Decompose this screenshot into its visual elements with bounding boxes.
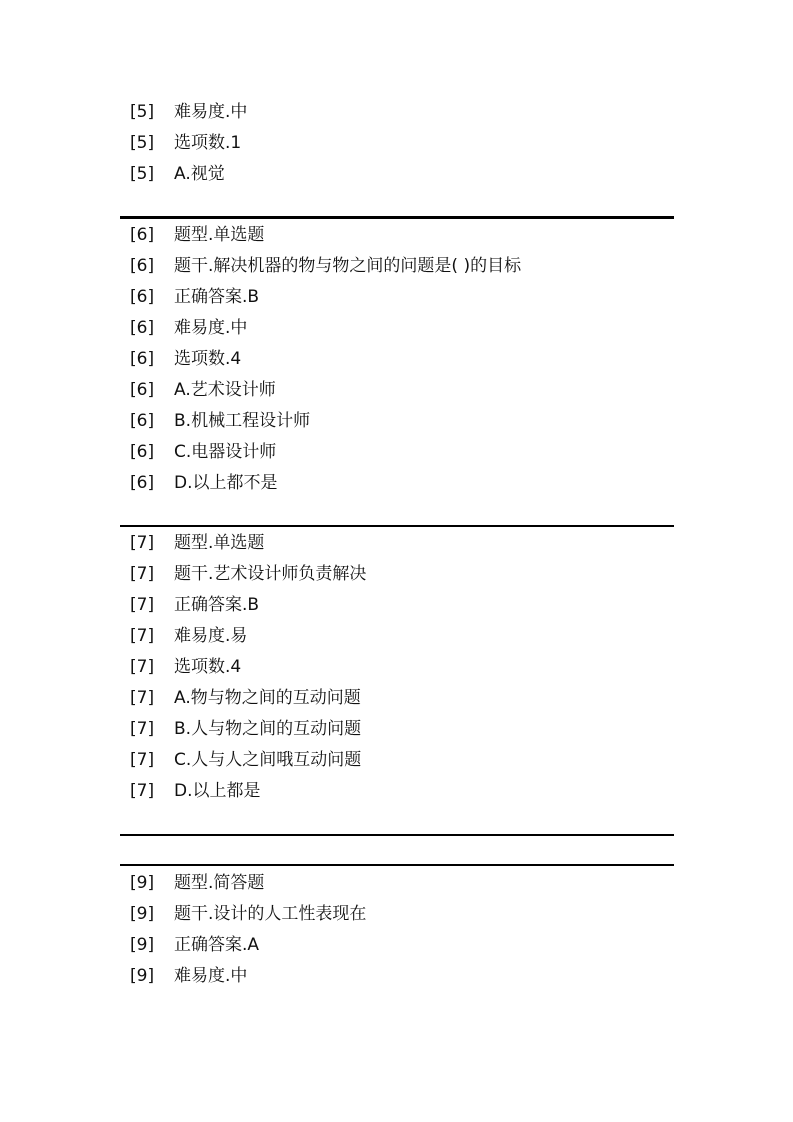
separator-line	[120, 216, 674, 219]
question-number: [6]	[130, 287, 155, 307]
question-row	[120, 220, 674, 251]
question-number: [5]	[130, 133, 155, 153]
question-field: 难易度.中	[174, 102, 248, 122]
question-number: [5]	[130, 102, 155, 122]
separator-line	[120, 525, 674, 527]
question-field: C.人与人之间哦互动问题	[174, 750, 362, 770]
question-field: 题型.单选题	[174, 225, 265, 245]
question-field: A.物与物之间的互动问题	[174, 688, 361, 708]
question-field: B.机械工程设计师	[174, 411, 311, 431]
question-field: 选项数.4	[174, 657, 242, 677]
question-row	[120, 899, 674, 930]
question-field: 正确答案.B	[174, 595, 260, 615]
question-field: 选项数.4	[174, 349, 242, 369]
question-number: [7]	[130, 719, 155, 739]
question-number: [7]	[130, 781, 155, 801]
question-row	[120, 683, 674, 714]
separator-line	[120, 834, 674, 836]
question-row	[120, 468, 674, 499]
question-field: 题干.解决机器的物与物之间的问题是( )的目标	[174, 256, 522, 276]
question-number: [7]	[130, 657, 155, 677]
question-number: [6]	[130, 380, 155, 400]
question-field: A.视觉	[174, 164, 225, 184]
question-number: [9]	[130, 904, 155, 924]
question-row	[120, 344, 674, 375]
question-row	[120, 559, 674, 590]
question-number: [7]	[130, 626, 155, 646]
question-row	[120, 621, 674, 652]
question-number: [7]	[130, 688, 155, 708]
question-field: 正确答案.A	[174, 935, 260, 955]
separator-line	[120, 864, 674, 866]
question-row	[120, 714, 674, 745]
question-number: [5]	[130, 164, 155, 184]
question-row	[120, 406, 674, 437]
question-row	[120, 313, 674, 344]
question-row	[120, 652, 674, 683]
question-field: 题型.单选题	[174, 533, 265, 553]
question-block-5	[120, 97, 674, 190]
question-field: 题干.艺术设计师负责解决	[174, 564, 367, 584]
question-row	[120, 590, 674, 621]
question-block-9	[120, 868, 674, 992]
question-row	[120, 961, 674, 992]
question-number: [9]	[130, 966, 155, 986]
question-number: [6]	[130, 411, 155, 431]
question-number: [6]	[130, 256, 155, 276]
question-block-6	[120, 220, 674, 499]
question-number: [7]	[130, 564, 155, 584]
question-number: [7]	[130, 595, 155, 615]
question-field: 难易度.易	[174, 626, 248, 646]
question-field: B.人与物之间的互动问题	[174, 719, 362, 739]
question-row	[120, 868, 674, 899]
question-field: 选项数.1	[174, 133, 242, 153]
question-block-7	[120, 528, 674, 807]
question-field: 难易度.中	[174, 966, 248, 986]
question-number: [9]	[130, 873, 155, 893]
question-row	[120, 97, 674, 128]
question-row	[120, 745, 674, 776]
question-number: [7]	[130, 750, 155, 770]
question-row	[120, 128, 674, 159]
question-row	[120, 776, 674, 807]
question-field: 正确答案.B	[174, 287, 260, 307]
question-number: [6]	[130, 225, 155, 245]
question-row	[120, 437, 674, 468]
question-number: [6]	[130, 442, 155, 462]
question-field: C.电器设计师	[174, 442, 277, 462]
question-row	[120, 251, 674, 282]
question-field: D.以上都是	[174, 781, 261, 801]
question-number: [6]	[130, 318, 155, 338]
question-field: 题型.简答题	[174, 873, 265, 893]
question-number: [6]	[130, 349, 155, 369]
question-row	[120, 930, 674, 961]
question-field: 题干.设计的人工性表现在	[174, 904, 367, 924]
question-row	[120, 528, 674, 559]
question-field: 难易度.中	[174, 318, 248, 338]
question-row	[120, 282, 674, 313]
question-number: [6]	[130, 473, 155, 493]
question-field: D.以上都不是	[174, 473, 278, 493]
question-row	[120, 375, 674, 406]
question-row	[120, 159, 674, 190]
question-number: [9]	[130, 935, 155, 955]
question-field: A.艺术设计师	[174, 380, 276, 400]
question-number: [7]	[130, 533, 155, 553]
